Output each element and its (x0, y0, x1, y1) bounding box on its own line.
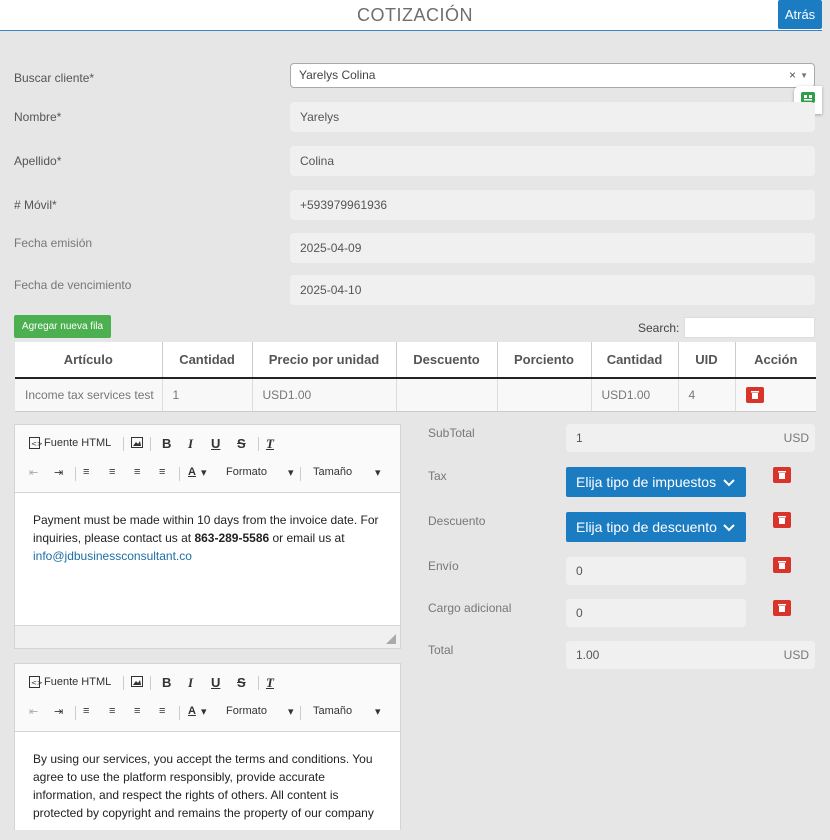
editor-resize-bar[interactable] (14, 626, 401, 649)
mobile-label: # Móvil* (14, 198, 57, 212)
outdent-icon[interactable]: ⇤ (29, 706, 39, 718)
col-header-accion[interactable]: Acción (735, 342, 816, 378)
toolbar-divider (150, 437, 151, 451)
extra-charge-label: Cargo adicional (428, 601, 512, 615)
delete-extra-charge-button[interactable] (773, 600, 791, 616)
tax-label: Tax (428, 469, 447, 483)
trash-icon (777, 515, 787, 525)
col-header-porciento[interactable]: Porciento (497, 342, 591, 378)
remove-format-button[interactable]: T (266, 675, 274, 690)
page-title: COTIZACIÓN (357, 5, 473, 25)
toolbar-divider (258, 437, 259, 451)
total-field (566, 641, 815, 669)
total-label: Total (428, 643, 454, 657)
toolbar-divider (300, 467, 301, 481)
total-currency: USD (783, 648, 809, 662)
toolbar-divider (75, 706, 76, 720)
align-right-icon[interactable]: ≡ (134, 466, 141, 478)
remove-format-button[interactable]: T (266, 436, 274, 451)
add-row-button[interactable]: Agregar nueva fila (14, 315, 111, 338)
toolbar-divider (179, 467, 180, 481)
trash-icon (750, 390, 760, 400)
align-left-icon[interactable]: ≡ (83, 466, 90, 478)
notes-editor-content[interactable] (15, 493, 400, 583)
text-color-button[interactable]: A (188, 466, 196, 478)
align-justify-icon[interactable]: ≡ (159, 466, 166, 478)
shipping-field[interactable]: 0 (566, 557, 746, 585)
col-header-articulo[interactable]: Artículo (15, 342, 162, 378)
total-value: 1.00 (576, 648, 600, 662)
align-center-icon[interactable]: ≡ (109, 705, 116, 717)
col-header-cantidad-total[interactable]: Cantidad (591, 342, 678, 378)
notes-phone: 863-289-5586 (194, 531, 270, 545)
italic-button[interactable]: I (188, 675, 194, 690)
last-name-field[interactable]: Colina (290, 146, 815, 176)
align-justify-icon[interactable]: ≡ (159, 705, 166, 717)
delete-row-button[interactable] (746, 387, 764, 403)
chevron-down-icon[interactable]: ▾ (201, 467, 207, 479)
indent-icon[interactable]: ⇥ (54, 467, 64, 479)
toolbar-divider (300, 706, 301, 720)
svg-text:<>: <> (31, 440, 43, 448)
subtotal-value: 1 (576, 431, 583, 445)
editor-toolbar (15, 664, 400, 732)
table-header-row (15, 342, 816, 378)
italic-button[interactable]: I (188, 436, 194, 451)
source-html-button[interactable]: Fuente HTML (44, 676, 112, 688)
text-color-button[interactable]: A (188, 705, 196, 717)
notes-text: Payment must be made within 10 days from the invoice date. For inquiries, please contact us at (33, 513, 379, 545)
strikethrough-button[interactable]: S (237, 436, 246, 451)
terms-editor (14, 663, 401, 830)
source-code-icon[interactable] (29, 676, 43, 691)
underline-button[interactable]: U (211, 436, 221, 451)
toolbar-divider (123, 676, 124, 690)
back-button[interactable]: Atrás (778, 0, 822, 29)
trash-icon (777, 470, 787, 480)
subtotal-label: SubTotal (428, 426, 475, 440)
due-date-label: Fecha de vencimiento (14, 278, 132, 292)
toolbar-divider (179, 706, 180, 720)
client-value: Yarelys Colina (299, 68, 376, 82)
col-header-descuento[interactable]: Descuento (396, 342, 497, 378)
bold-button[interactable]: B (162, 675, 172, 690)
discount-type-select[interactable] (566, 512, 746, 542)
cell-articulo[interactable]: Income tax services test (15, 378, 162, 411)
chevron-down-icon[interactable]: ▾ (375, 706, 381, 718)
terms-editor-content[interactable]: By using our services, you accept the terms and conditions. You agree to use the platform responsibly, provide accurate information, and respect the rights of others. All content is protected by copyright and remains the property of our company (33, 752, 374, 820)
image-icon[interactable] (131, 676, 143, 690)
image-icon[interactable] (131, 437, 143, 451)
client-select[interactable] (290, 63, 815, 88)
chevron-down-icon (722, 467, 736, 507)
tax-type-select[interactable] (566, 467, 746, 497)
align-center-icon[interactable]: ≡ (109, 466, 116, 478)
cell-cantidad[interactable]: 1 (162, 378, 252, 411)
client-label: Buscar cliente* (14, 71, 95, 85)
toolbar-divider (123, 437, 124, 451)
discount-type-value: Elija tipo de descuento (576, 519, 717, 535)
source-html-button[interactable]: Fuente HTML (44, 437, 112, 449)
outdent-icon[interactable]: ⇤ (29, 467, 39, 479)
cell-total: USD1.00 (591, 378, 678, 411)
format-dropdown[interactable]: Formato (226, 705, 267, 717)
toolbar-divider (150, 676, 151, 690)
issue-date-label: Fecha emisión (14, 236, 93, 250)
underline-button[interactable]: U (211, 675, 221, 690)
trash-icon (777, 603, 787, 613)
delete-shipping-button[interactable] (773, 557, 791, 573)
extra-charge-field[interactable]: 0 (566, 599, 746, 627)
source-code-icon[interactable] (29, 437, 43, 452)
cell-descuento[interactable] (396, 378, 497, 411)
due-date-field[interactable]: 2025-04-10 (290, 275, 815, 305)
cell-porciento[interactable] (497, 378, 591, 411)
items-table (15, 342, 816, 412)
chevron-down-icon[interactable]: ▾ (201, 706, 207, 718)
top-bar (0, 0, 822, 31)
first-name-field[interactable]: Yarelys (290, 102, 815, 132)
search-input[interactable] (684, 317, 815, 338)
size-dropdown[interactable]: Tamaño (313, 705, 353, 717)
subtotal-field (566, 424, 815, 452)
chevron-down-icon[interactable]: ▼ (800, 71, 808, 80)
bold-button[interactable]: B (162, 436, 172, 451)
strikethrough-button[interactable]: S (237, 675, 246, 690)
shipping-label: Envío (428, 559, 459, 573)
chevron-down-icon (722, 512, 736, 552)
delete-discount-button[interactable] (773, 512, 791, 528)
notes-editor (14, 424, 401, 626)
cell-precio[interactable]: USD1.00 (252, 378, 396, 411)
toolbar-divider (258, 676, 259, 690)
chevron-down-icon[interactable]: ▾ (375, 467, 381, 479)
col-header-precio[interactable]: Precio por unidad (252, 342, 396, 378)
issue-date-field[interactable]: 2025-04-09 (290, 233, 815, 263)
col-header-uid[interactable]: UID (678, 342, 735, 378)
subtotal-currency: USD (783, 431, 809, 445)
notes-email-link[interactable]: info@jdbusinessconsultant.co (33, 549, 192, 563)
align-right-icon[interactable]: ≡ (134, 705, 141, 717)
discount-label: Descuento (428, 514, 486, 528)
mobile-field[interactable]: +593979961936 (290, 190, 815, 220)
indent-icon[interactable]: ⇥ (54, 706, 64, 718)
format-dropdown[interactable]: Formato (226, 466, 267, 478)
notes-text: or email us at (269, 531, 345, 545)
trash-icon (777, 560, 787, 570)
first-name-label: Nombre* (14, 110, 62, 124)
cell-uid: 4 (678, 378, 735, 411)
chevron-down-icon[interactable]: ▾ (288, 706, 294, 718)
size-dropdown[interactable]: Tamaño (313, 466, 353, 478)
clear-icon[interactable]: × (788, 68, 796, 82)
toolbar-divider (75, 467, 76, 481)
table-row (15, 378, 816, 411)
chevron-down-icon[interactable]: ▾ (288, 467, 294, 479)
last-name-label: Apellido* (14, 154, 62, 168)
cell-accion (735, 378, 816, 411)
editor-toolbar (15, 425, 400, 493)
delete-tax-button[interactable] (773, 467, 791, 483)
col-header-cantidad[interactable]: Cantidad (162, 342, 252, 378)
svg-text:<>: <> (31, 679, 43, 687)
search-label: Search: (638, 321, 680, 335)
align-left-icon[interactable]: ≡ (83, 705, 90, 717)
resize-handle-icon[interactable] (386, 634, 396, 644)
tax-type-value: Elija tipo de impuestos (576, 474, 717, 490)
